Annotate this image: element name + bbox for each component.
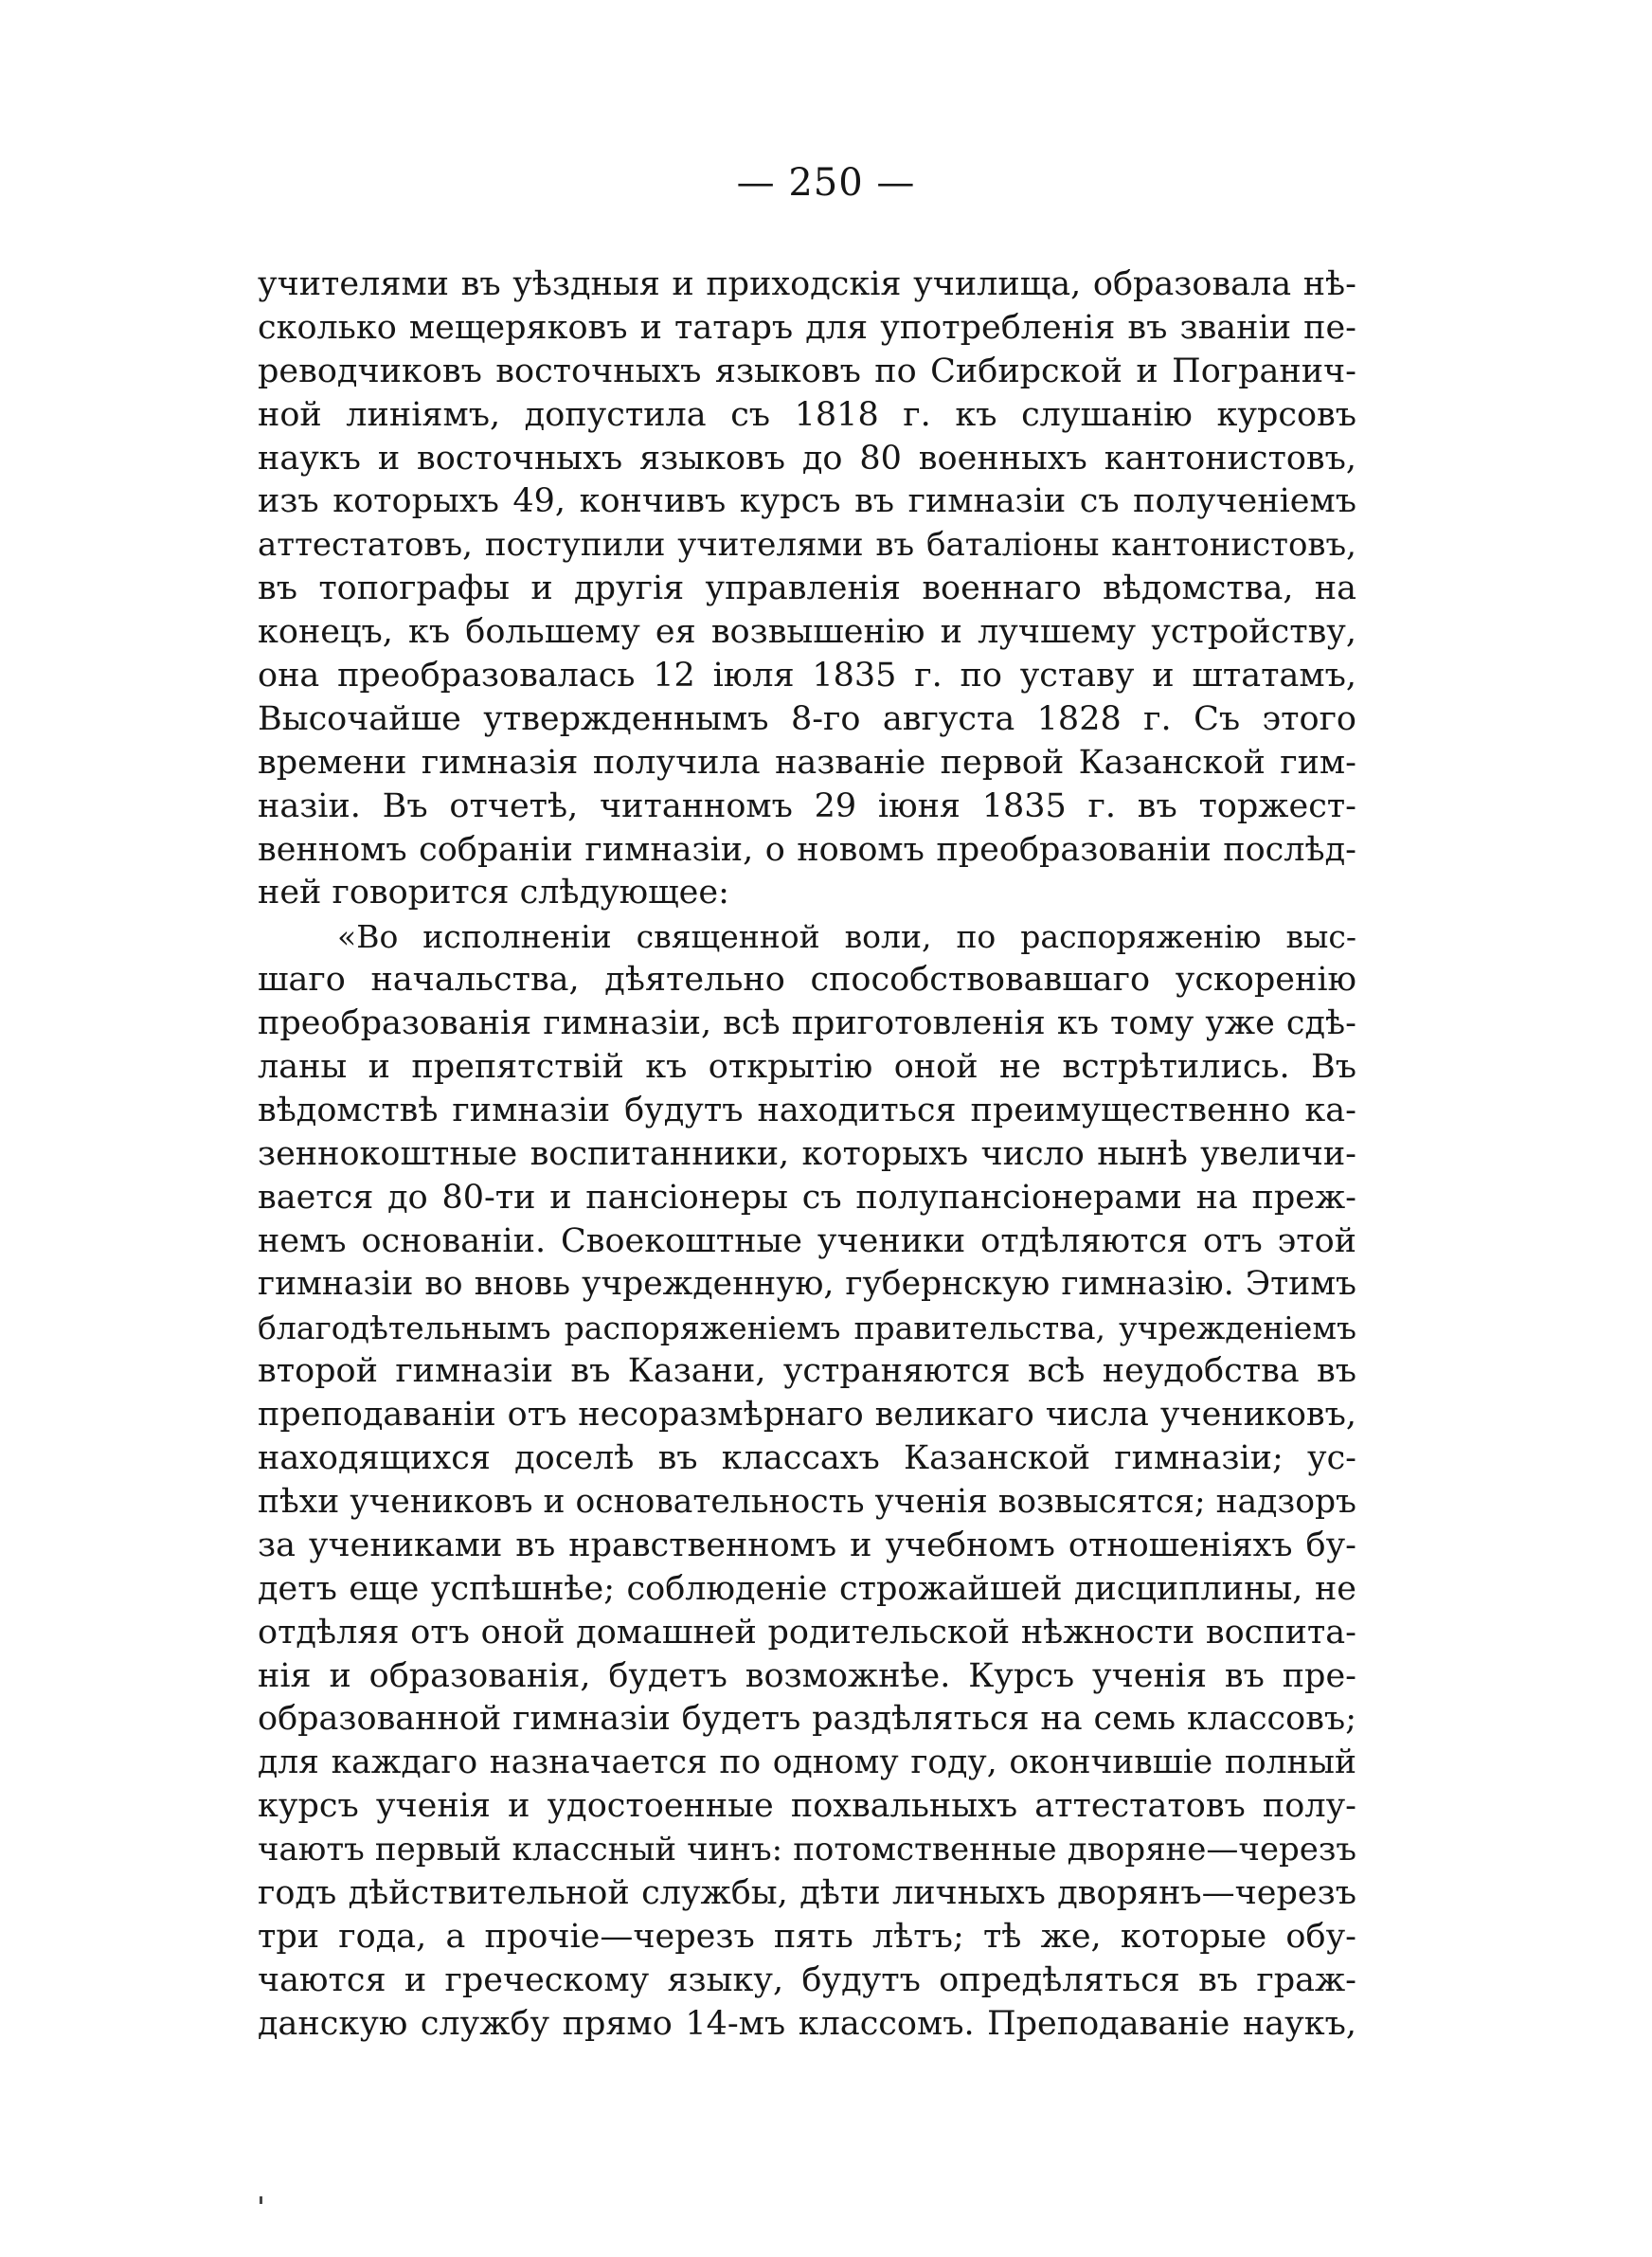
text-line: немъ основаніи. Своекоштные ученики отдѣляются отъ этой [258,1221,1356,1260]
text-line: курсъ ученія и удостоенные похвальныхъ аттестатовъ полу- [258,1787,1356,1826]
text-line: второй гимназіи въ Казани, устраняются всѣ неудобства въ [258,1352,1356,1391]
text-line: чаютъ первый классный чинъ: потомственные дворяне—черезъ [258,1831,1356,1869]
text-line: за учениками въ нравственномъ и учебномъ отношеніяхъ бу- [258,1526,1356,1564]
text-line: вѣдомствѣ гимназіи будутъ находиться преимущественно ка- [258,1091,1356,1129]
text-line: детъ еще успѣшнѣе; соблюденіе строжайшей дисциплины, не [258,1569,1356,1608]
text-line: преобразованія гимназіи, всѣ приготовленія къ тому уже сдѣ- [258,1004,1356,1043]
text-line: конецъ, къ большему ея возвышенію и лучшему устройству, [258,613,1356,652]
text-line: гимназіи во вновь учрежденную, губернскую гимназію. Этимъ [258,1265,1356,1304]
text-line: Высочайше утвержденнымъ 8-го августа 1828 г. Съ этого [258,699,1356,738]
text-line: пѣхи учениковъ и основательность ученія возвысятся; надзоръ [258,1482,1356,1521]
print-speck [260,2196,262,2204]
text-line: отдѣляя отъ оной домашней родительской нѣжности воспита- [258,1613,1356,1652]
text-line: для каждаго назначается по одному году, окончившіе полный [258,1743,1356,1782]
text-line: времени гимназія получила названіе первой Казанской гим- [258,743,1356,782]
text-line: назіи. Въ отчетѣ, читанномъ 29 іюня 1835 г. въ торжест- [258,786,1356,825]
text-line: аттестатовъ, поступили учителями въ баталіоны кантонистовъ, [258,526,1356,565]
text-line: реводчиковъ восточныхъ языковъ по Сибирской и Погранич- [258,352,1356,390]
body-text [258,263,1356,2047]
text-line: въ топографы и другія управленія военнаго вѣдомства, на [258,569,1356,608]
text-line: шаго начальства, дѣятельно способствовавшаго ускоренію [258,961,1356,1000]
text-line: находящихся доселѣ въ классахъ Казанской гимназіи; ус- [258,1439,1356,1478]
text-line: венномъ собраніи гимназіи, о новомъ преобразованіи послѣд- [258,830,1356,869]
text-line: ней говорится слѣдующее: [258,874,729,912]
quote-first-line: «Во исполненіи священной воли, по распоряженію выс- [337,918,1356,956]
text-line: сколько мещеряковъ и татаръ для употребленія въ званіи пе- [258,308,1356,347]
text-line: вается до 80-ти и пансіонеры съ полупансіонерами на преж- [258,1178,1356,1217]
page-number: — 250 — [736,161,916,205]
text-line: ной линіямъ, допустила съ 1818 г. къ слушанію курсовъ [258,395,1356,434]
text-line: она преобразовалась 12 іюля 1835 г. по уставу и штатамъ, [258,657,1356,695]
text-line: благодѣтельнымъ распоряженіемъ правительства, учрежденіемъ [258,1309,1356,1347]
text-line: изъ которыхъ 49, кончивъ курсъ въ гимназіи съ полученіемъ [258,482,1356,521]
text-line: три года, а прочіе—черезъ пять лѣтъ; тѣ же, которые обу- [258,1917,1356,1956]
text-line: зеннокоштные воспитанники, которыхъ число нынѣ увеличи- [258,1134,1356,1173]
text-line: учителями въ уѣздныя и приходскія училища, образовала нѣ- [258,265,1356,303]
text-line: наукъ и восточныхъ языковъ до 80 военныхъ кантонистовъ, [258,439,1356,478]
text-line: годъ дѣйствительной службы, дѣти личныхъ дворянъ—черезъ [258,1873,1356,1912]
text-line: преподаваніи отъ несоразмѣрнаго великаго числа учениковъ, [258,1396,1356,1435]
text-line: данскую службу прямо 14-мъ классомъ. Преподаваніе наукъ, [258,2004,1356,2043]
text-line: чаются и греческому языку, будутъ опредѣляться въ граж- [258,1960,1356,1999]
text-line: образованной гимназіи будетъ раздѣляться на семь классовъ; [258,1700,1356,1739]
text-line: ланы и препятствій къ открытію оной не встрѣтились. Въ [258,1048,1356,1087]
text-line: нія и образованія, будетъ возможнѣе. Курсъ ученія въ пре- [258,1656,1356,1695]
